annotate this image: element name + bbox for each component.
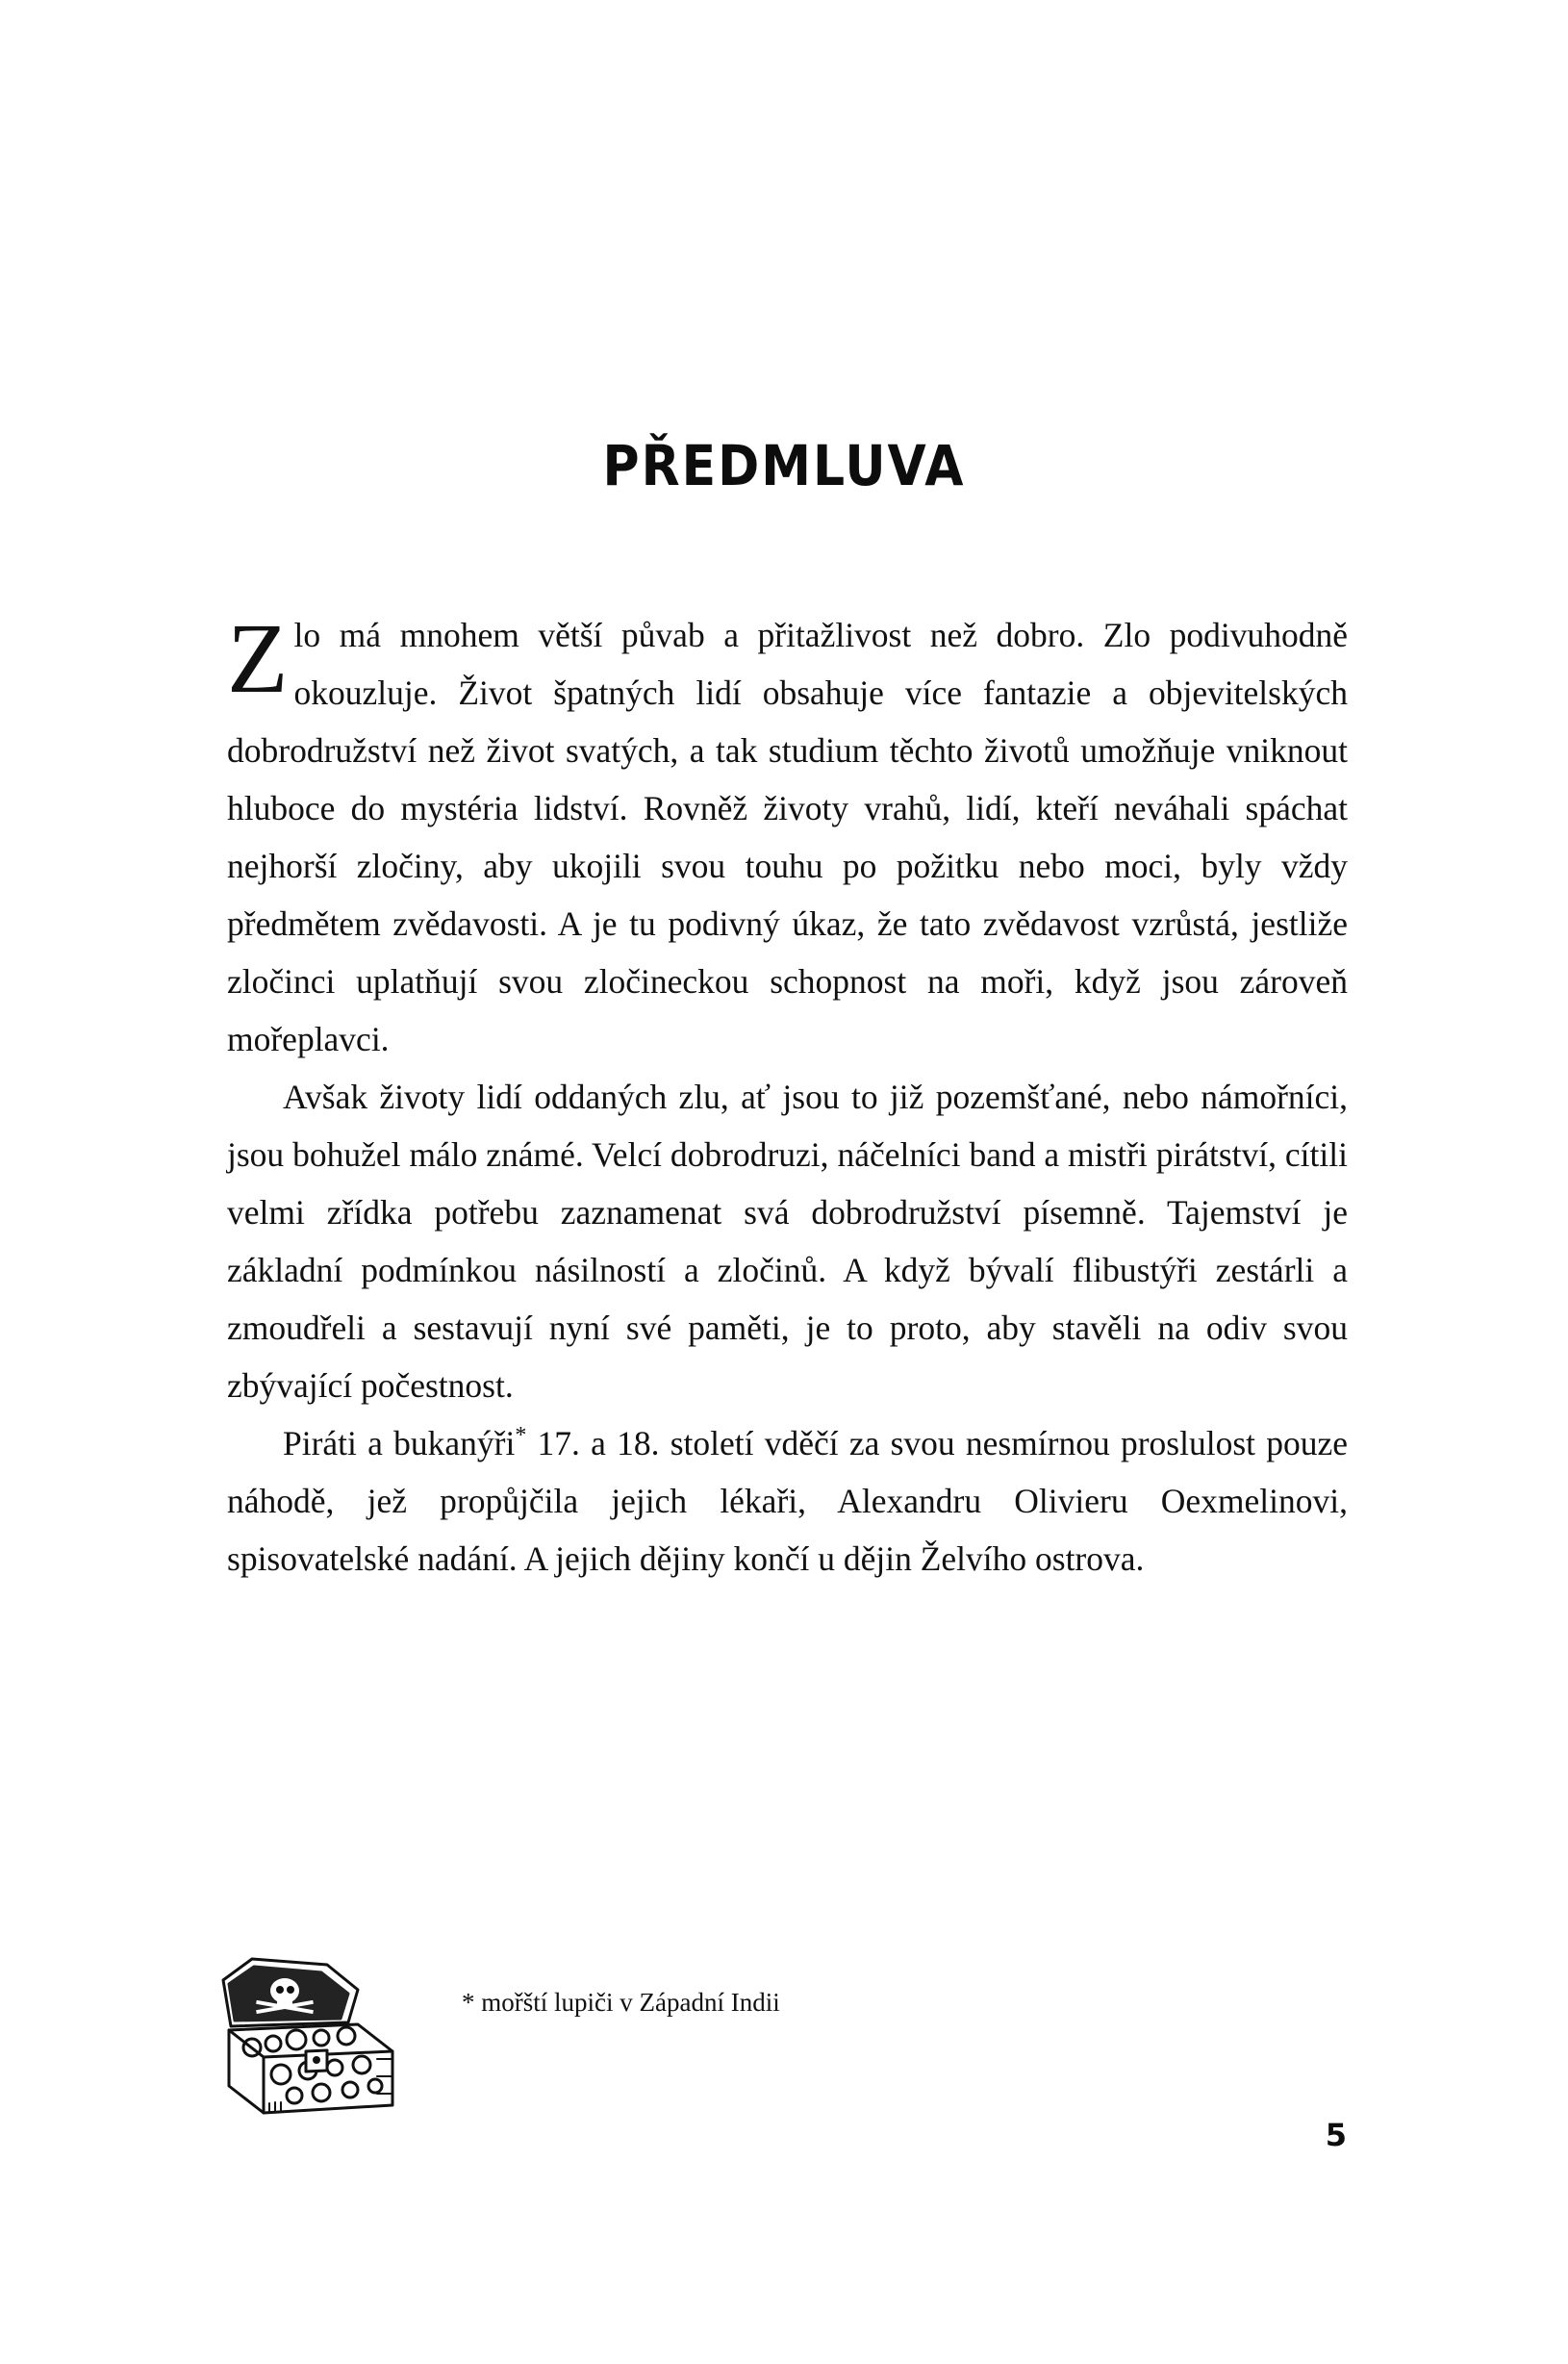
paragraph-3-before: Piráti a bukanýři: [283, 1424, 516, 1462]
treasure-chest-icon: [214, 1951, 420, 2134]
paragraph-1-text: lo má mnohem větší půvab a přitažlivost než dobro. Zlo podivuhodně okouzluje. Život špatných lidí obsahuje více fantazie a objevitelských dobrodružství než život svatých, a tak studium těchto životů umožňuje vniknout hluboce do mystéria lidství. Rovněž životy vrahů, lidí, kteří neváhali spáchat nejhorší zločiny, aby ukojili svou touhu po požitku nebo moci, byly vždy předmětem zvědavosti. A je tu podivný úkaz, že tato zvědavost vzrůstá, jestliže zločinci uplatňují svou zločineckou schopnost na moři, když jsou zároveň mořeplavci.: [227, 616, 1348, 1058]
footnote-marker: *: [515, 1423, 527, 1449]
page-number: 5: [1325, 2117, 1347, 2153]
paragraph-3: [227, 1414, 1348, 1588]
paragraph-2: Avšak životy lidí oddaných zlu, ať jsou to již pozemšťané, nebo námořníci, jsou bohužel málo známé. Velcí dobrodruzi, náčelníci band a mistři pirátství, cítili velmi zřídka potřebu zaznamenat svá dobrodružství písemně. Tajemství je základní podmínkou násilností a zločinů. A když bývalí flibustýři zestárli a zmoudřeli a sestavují nyní své paměti, je to proto, aby stavěli na odiv svou zbývající počestnost.: [227, 1078, 1348, 1405]
page-title: PŘEDMLUVA: [602, 434, 966, 499]
paragraph-3-after: 17. a 18. století vděčí za svou nesmírnou proslulost pouze náhodě, jež propůjčila jejich lékaři, Alexandru Olivieru Oexmelinovi, spisovatelské nadání. A jejich dějiny končí u dějin Želvího ostrova.: [227, 1424, 1348, 1578]
paragraph-1: [227, 603, 1348, 1068]
footnote-text: * mořští lupiči v Západní Indii: [462, 1988, 780, 2017]
drop-cap: Z: [227, 603, 289, 714]
body-text: [227, 603, 1348, 1588]
